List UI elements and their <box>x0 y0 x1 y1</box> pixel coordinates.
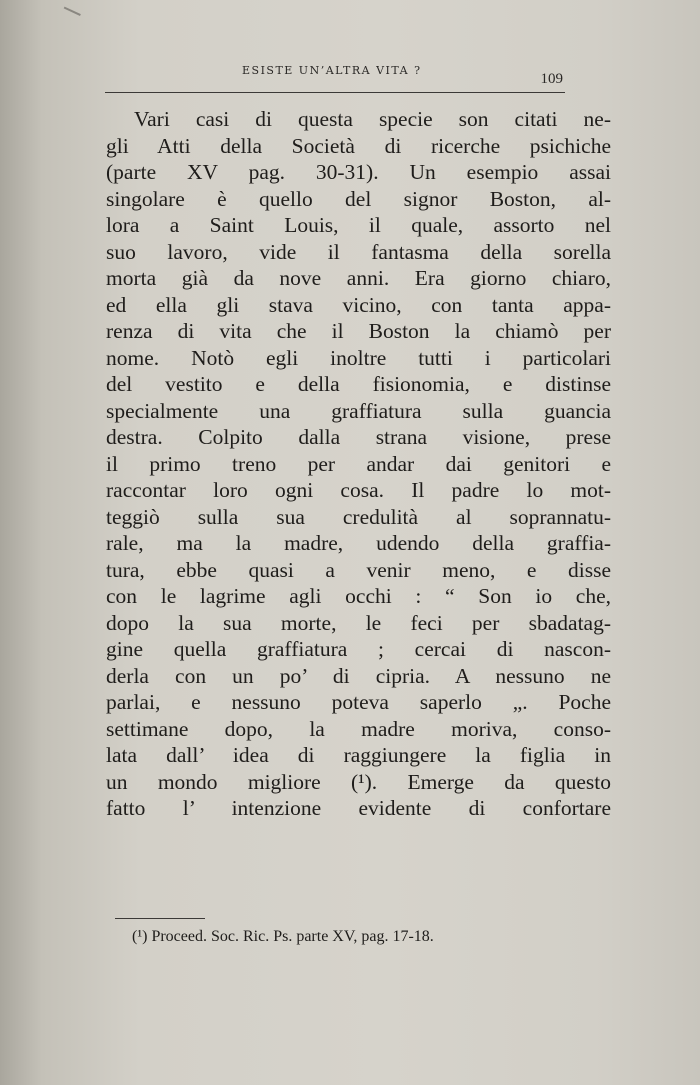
page-header <box>105 62 565 93</box>
running-title: ESISTE UN’ALTRA VITA ? <box>242 64 422 77</box>
text-line: fatto l’ intenzione evidente di confortare <box>106 796 611 820</box>
text-line: morta già da nove anni. Era giorno chiaro, <box>106 266 611 290</box>
text-line: raccontar loro ogni cosa. Il padre lo mot- <box>106 478 611 502</box>
text-line: Vari casi di questa specie son citati ne- <box>134 107 611 131</box>
text-line: suo lavoro, vide il fantasma della sorella <box>106 239 611 264</box>
text-line: settimane dopo, la madre moriva, conso- <box>106 716 611 741</box>
text-line: renza di vita che il Boston la chiamò per <box>106 319 611 343</box>
text-line: il primo treno per andar dai genitori e <box>106 451 611 476</box>
text-line: gli Atti della Società di ricerche psichiche <box>106 133 611 158</box>
text-line: derla con un po’ di cipria. A nessuno ne <box>106 663 611 688</box>
text-line: nome. Notò egli inoltre tutti i particolari <box>106 345 611 370</box>
footnote: (¹) Proceed. Soc. Ric. Ps. parte XV, pag. 17-18. <box>132 928 434 945</box>
text-line: specialmente una graffiatura sulla guancia <box>106 398 611 423</box>
text-line: dopo la sua morte, le feci per sbadatag- <box>106 610 611 635</box>
text-line: tura, ebbe quasi a venir meno, e disse <box>106 557 611 582</box>
text-line: con le lagrime agli occhi : “ Son io che, <box>106 584 611 608</box>
text-line: destra. Colpito dalla strana visione, prese <box>106 425 611 449</box>
text-line: lata dall’ idea di raggiungere la figlia in <box>106 743 611 767</box>
page-number: 109 <box>540 71 563 87</box>
body-text <box>106 106 611 822</box>
text-line: parlai, e nessuno poteva saperlo „. Poche <box>106 690 611 714</box>
text-line: teggiò sulla sua credulità al soprannatu- <box>106 504 611 529</box>
text-line: lora a Saint Louis, il quale, assorto nel <box>106 213 611 237</box>
text-line: gine quella graffiatura ; cercai di nascon- <box>106 637 611 661</box>
text-line: un mondo migliore (¹). Emerge da questo <box>106 769 611 794</box>
text-line: (parte XV pag. 30-31). Un esempio assai <box>106 160 611 184</box>
text-line: singolare è quello del signor Boston, al- <box>106 186 611 211</box>
text-line: rale, ma la madre, udendo della graffia- <box>106 531 611 555</box>
page-smudge <box>61 7 81 22</box>
text-line: del vestito e della fisionomia, e distinse <box>106 372 611 396</box>
footnote-rule <box>115 918 205 919</box>
text-line: ed ella gli stava vicino, con tanta appa- <box>106 292 611 317</box>
